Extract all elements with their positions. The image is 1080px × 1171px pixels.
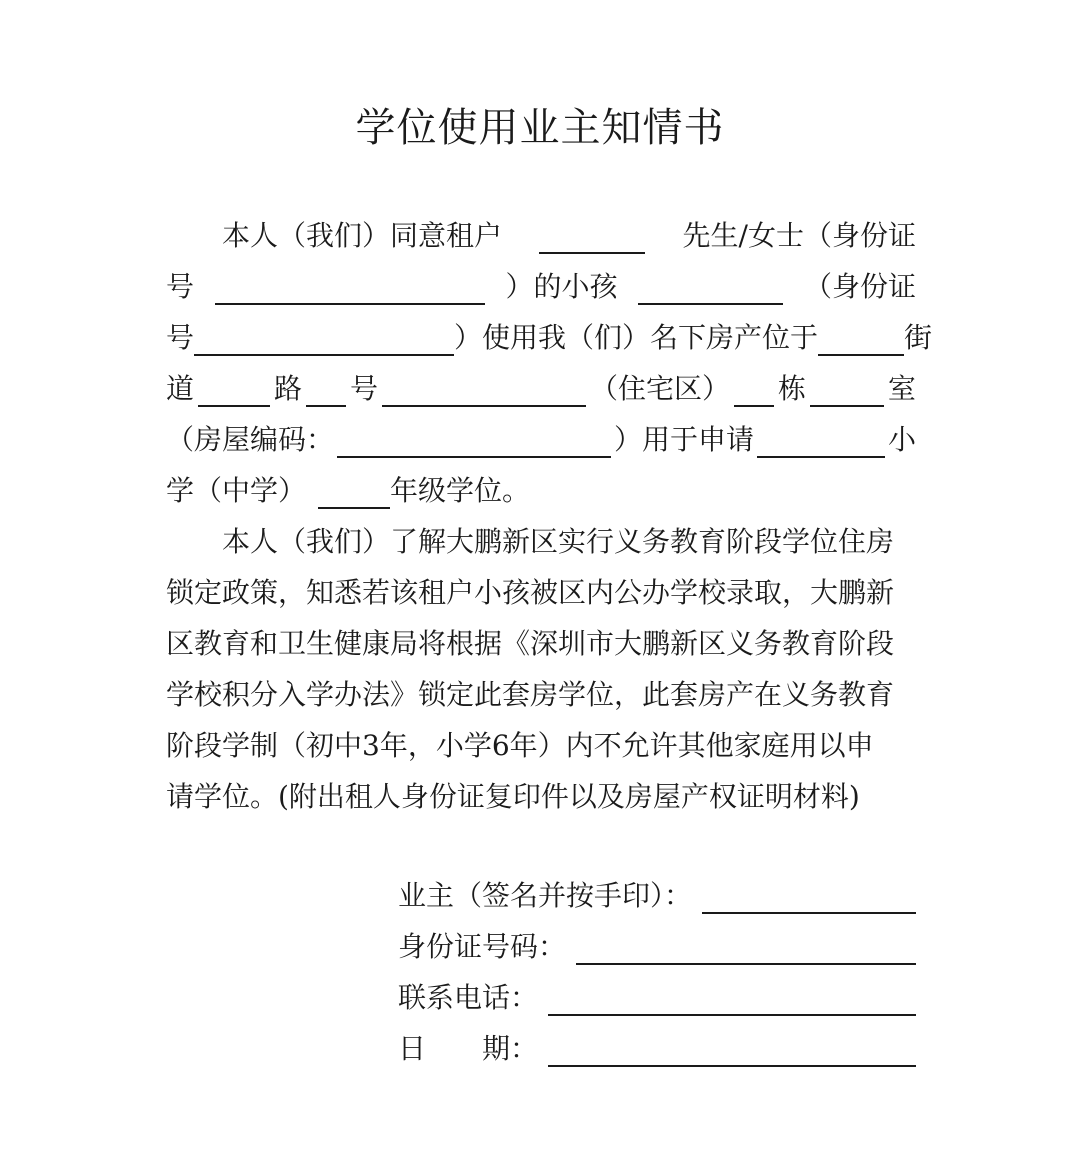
para1-line-5 (166, 418, 916, 458)
text: 锁定政策，知悉若该租户小孩被区内公办学校录取，大鹏新 (166, 576, 895, 609)
child-name-blank[interactable] (638, 271, 783, 305)
owner-signature-label: 业主（签名并按手印）： (398, 879, 693, 912)
text: 号 (349, 372, 378, 405)
tenant-id-blank[interactable] (215, 271, 485, 305)
para1-line-2 (166, 265, 916, 305)
text: （住宅区） (589, 372, 730, 405)
para2-line-1 (166, 520, 916, 560)
text: 道 (166, 372, 195, 405)
building-blank[interactable] (734, 373, 774, 407)
text: 学校积分入学办法》锁定此套房学位，此套房产在义务教育 (166, 678, 895, 711)
para2-line-6 (166, 775, 916, 815)
text: 栋 (777, 372, 806, 405)
text: 小 (887, 423, 916, 456)
date-blank[interactable] (548, 1033, 916, 1067)
grade-blank[interactable] (318, 475, 390, 509)
text: 请学位。(附出租人身份证复印件以及房屋产权证明材料) (166, 780, 860, 813)
owner-signature-blank[interactable] (702, 880, 916, 914)
para1-line-3 (166, 316, 933, 356)
text: 先生/女士（身份证 (682, 219, 916, 252)
text: （房屋编码： (166, 423, 335, 456)
room-blank[interactable] (810, 373, 884, 407)
text: ）的小孩 (505, 270, 618, 303)
text: 年级学位。 (390, 474, 531, 507)
text: 本人（我们）了解大鹏新区实行义务教育阶段学位住房 (222, 525, 895, 558)
text: 号 (166, 270, 195, 303)
text: 街 (904, 321, 933, 354)
property-code-blank[interactable] (337, 424, 611, 458)
street-blank[interactable] (818, 322, 904, 356)
para1-line-6 (166, 469, 916, 509)
date-label-day: 日 (398, 1032, 427, 1065)
id-number-row (398, 925, 916, 965)
school-blank[interactable] (757, 424, 885, 458)
para2-line-2 (166, 571, 916, 611)
text: 阶段学制（初中3年，小学6年）内不允许其他家庭用以申 (166, 729, 874, 762)
owner-signature-row (398, 874, 916, 914)
residential-area-blank[interactable] (382, 373, 586, 407)
phone-blank[interactable] (548, 982, 916, 1016)
text: 路 (273, 372, 302, 405)
road-blank[interactable] (198, 373, 270, 407)
phone-row (398, 976, 916, 1016)
text: 本人（我们）同意租户 (222, 219, 503, 252)
id-number-blank[interactable] (576, 931, 916, 965)
text: ）用于申请 (613, 423, 754, 456)
text: 学（中学） (166, 474, 307, 507)
id-number-label: 身份证号码： (398, 930, 567, 963)
text: 室 (887, 372, 916, 405)
text: （身份证 (803, 270, 916, 303)
date-row (398, 1027, 916, 1067)
para1-line-4 (166, 367, 916, 407)
child-id-blank[interactable] (194, 322, 454, 356)
phone-label: 联系电话： (398, 981, 539, 1014)
para2-line-3 (166, 622, 916, 662)
document-title: 学位使用业主知情书 (355, 105, 725, 151)
text: 号 (166, 321, 195, 354)
para1-line-1 (166, 214, 916, 254)
tenant-name-blank[interactable] (539, 220, 645, 254)
text: 区教育和卫生健康局将根据《深圳市大鹏新区义务教育阶段 (166, 627, 895, 660)
para2-line-4 (166, 673, 916, 713)
number-blank[interactable] (306, 373, 346, 407)
date-label-period: 期： (482, 1032, 539, 1065)
text: ）使用我（们）名下房产位于 (454, 321, 819, 354)
para2-line-5 (166, 724, 916, 764)
